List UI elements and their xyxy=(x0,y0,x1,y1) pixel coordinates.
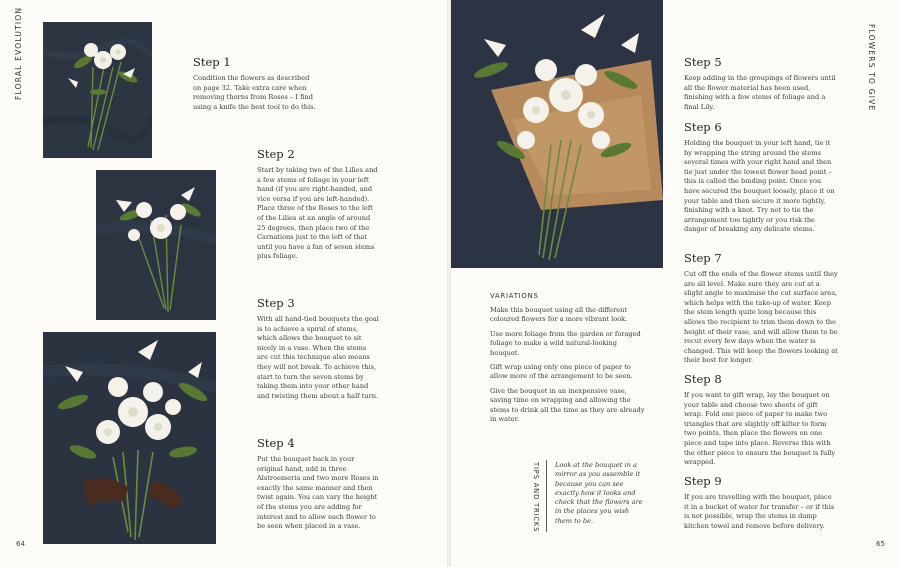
step-6-body: Holding the bouquet in your left hand, tie it by wrapping the string around the stems several times with your right hand and then tie just under the lowest flower head point – this is called the binding point. Once you have secured the bouquet loosely, place it on your table and then secure it more tightly, finishing with a knot. Try not to tie the arrangement too tightly or you risk the danger of breaking any delicate stems. xyxy=(684,139,835,234)
step-3-body: With all hand-tied bouquets the goal is to achieve a spiral of stems, which allows the bouquet to sit nicely in a vase. When the stems are cut this technique also means they will not break. To achieve this, start to turn the seven stems by taking them into your other hand and twisting them about a half turn. xyxy=(257,315,379,400)
tips-divider xyxy=(546,460,547,532)
tips-label: TIPS AND TRICKS xyxy=(532,462,540,533)
step-5 xyxy=(684,55,838,112)
step-3-title: Step 3 xyxy=(257,296,295,310)
step-6 xyxy=(684,120,838,235)
step-1 xyxy=(193,55,318,112)
step-2 xyxy=(257,147,379,262)
left-running-head: FLORAL EVOLUTION xyxy=(14,6,23,100)
step-5-title: Step 5 xyxy=(684,55,722,69)
step-1-title: Step 1 xyxy=(193,55,231,69)
right-page-number: 65 xyxy=(876,540,885,548)
step-8-body: If you want to gift wrap, lay the bouquet on your table and choose two sheets of gift wrap. Fold one piece of paper to make two triangles that are slightly off kilter to form two points, then place the flowers on one piece and tape into place. Reverse this with the other piece to ensure the bouquet is fully wrapped. xyxy=(684,391,836,467)
step-9 xyxy=(684,474,838,531)
left-page-number: 64 xyxy=(16,540,25,548)
step-4-title: Step 4 xyxy=(257,436,295,450)
step-2-photo xyxy=(96,170,216,320)
step-1-photo xyxy=(43,22,152,158)
step-9-body: If you are travelling with the bouquet, place it in a bucket of water for transfer – or if this is not possible, wrap the stems in damp kitchen towel and remove before delivery. xyxy=(684,493,835,530)
step-3 xyxy=(257,296,379,401)
variations-box xyxy=(490,292,645,429)
variations-title: VARIATIONS xyxy=(490,292,539,300)
step-4 xyxy=(257,436,379,532)
step-2-body: Start by taking two of the Lilies and a few stems of foliage in your left hand (if you are right-handed, and vice versa if you are left-handed). Place three of the Roses to the left of the Lilies at an angle of around 25 degrees, then place two of the Carnations just to the left of that until you have a fan of seven stems plus foliage. xyxy=(257,166,378,261)
step-8 xyxy=(684,372,838,468)
step-8-title: Step 8 xyxy=(684,372,722,386)
step-7 xyxy=(684,251,838,366)
step-6-title: Step 6 xyxy=(684,120,722,134)
variation-item: Use more foliage from the garden or foraged foliage to make a wild natural-looking bouquet. xyxy=(490,329,641,357)
step-7-body: Cut off the ends of the flower stems until they are all level. Make sure they are cut at a slight angle to maximise the cut surface area, which helps with the take-up of water. Keep the stem length quite long because this allows the recipient to trim them down to the height of their vase, and will allow them to be recut every few days when the water is changed. This will keep the flowers looking at their best for longer. xyxy=(684,270,838,365)
tips-text: Look at the bouquet in a mirror as you assemble it because you can see exactly how it looks and check that the flowers are in the places you wish them to be. xyxy=(555,461,643,525)
step-3-4-photo xyxy=(43,332,216,544)
step-2-title: Step 2 xyxy=(257,147,295,161)
variation-item: Make this bouquet using all the different coloured flowers for a more vibrant look. xyxy=(490,306,628,324)
step-9-title: Step 9 xyxy=(684,474,722,488)
wrapped-bouquet-photo xyxy=(451,0,663,268)
variation-item: Gift wrap using only one piece of paper to allow more of the arrangement to be seen. xyxy=(490,363,633,381)
step-5-body: Keep adding in the groupings of flowers until all the flower material has been used, finishing with a few stems of foliage and a final Lily. xyxy=(684,74,836,111)
step-4-body: Put the bouquet back in your original hand, add in three Alstroemeria and two more Roses in exactly the same manner and then twist again. You can vary the height of the stems you are adding for interest and to allow each flower to be seen when placed in a vase. xyxy=(257,455,379,531)
right-running-head: FLOWERS TO GIVE xyxy=(867,24,876,112)
step-7-title: Step 7 xyxy=(684,251,722,265)
variation-item: Give the bouquet in an inexpensive vase, saving time on wrapping and allowing the stems to drink all the time as they are already in water. xyxy=(490,386,645,424)
step-1-body: Condition the flowers as described on page 32. Take extra care when removing thorns from Roses – I find using a knife the best tool to do this. xyxy=(193,74,316,111)
